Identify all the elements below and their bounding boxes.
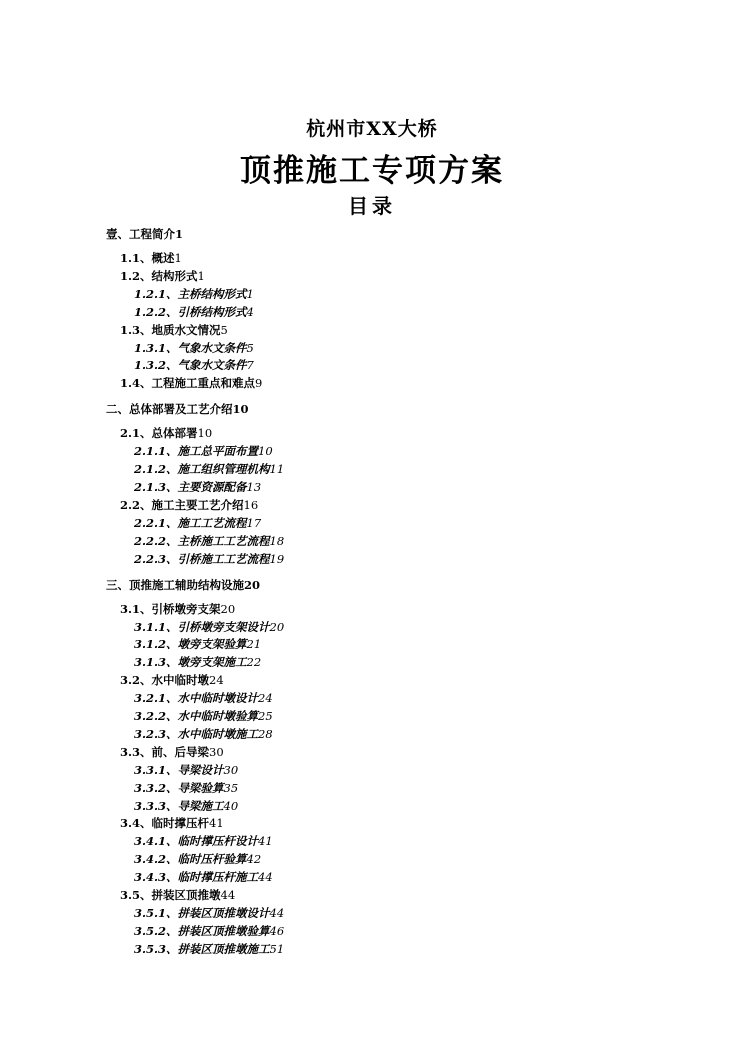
toc-entry-page: 22 [246,655,262,670]
toc-entry-page: 10 [258,444,273,459]
toc-entry-level2[interactable] [120,887,235,903]
toc-entry-level3[interactable] [134,461,284,477]
toc-entry-level3[interactable] [134,551,284,567]
toc-entry-title: 2.2.3、引桥施工工艺流程 [134,551,270,566]
toc-entry-page: 10 [232,402,249,417]
toc-entry-title: 3.2.3、水中临时墩施工 [134,726,259,741]
toc-entry-level3[interactable] [134,780,238,796]
toc-entry-level2[interactable] [120,672,224,688]
toc-entry-level3[interactable] [134,515,261,531]
toc-entry-page: 1 [175,227,184,241]
toc-entry-title: 1.4、工程施工重点和难点 [120,376,256,391]
toc-entry-level3[interactable] [134,869,273,885]
toc-entry-page: 19 [269,551,285,566]
toc-entry-page: 9 [255,376,263,391]
toc-entry-page: 20 [269,619,285,634]
toc-entry-page: 1 [174,251,182,265]
toc-entry-level3[interactable] [134,798,238,814]
toc-entry-page: 1 [197,268,205,283]
toc-entry-title: 3.3、前、后导梁 [120,744,210,759]
toc-entry-page: 24 [209,673,224,688]
toc-entry-title: 3.2.2、水中临时墩验算 [134,709,259,723]
toc-entry-page: 40 [223,798,239,813]
toc-entry-title: 3.3.1、导梁设计 [134,762,224,777]
toc-entry-page: 1 [246,286,254,301]
toc-entry-page: 16 [243,497,259,512]
toc-entry-level2[interactable] [120,268,205,284]
toc-entry-title: 3.3.2、导梁验算 [134,780,224,795]
toc-entry-title: 2.1、总体部署 [120,426,198,441]
toc-entry-title: 1.2.1、主桥结构形式 [134,286,247,301]
toc-entry-title: 3.1.2、墩旁支架验算 [134,637,247,652]
toc-entry-level3[interactable] [134,941,284,957]
toc-heading: 目录 [348,194,396,218]
toc-entry-level3[interactable] [134,654,261,670]
toc-entry-page: 18 [269,533,285,548]
toc-entry-title: 2.1.1、施工总平面布置 [134,444,259,459]
toc-entry-title: 三、顶推施工辅助结构设施 [106,577,244,592]
toc-entry-title: 3.5.2、拼装区顶推墩验算 [134,923,270,938]
toc-entry-title: 1.2.2、引桥结构形式 [134,304,247,319]
toc-entry-title: 1.1、概述 [120,251,175,265]
toc-entry-page: 21 [246,637,262,652]
document-title-city: 杭州市XX大桥 [306,118,438,140]
toc-entry-level3[interactable] [134,443,273,459]
toc-entry-level3[interactable] [134,619,284,635]
toc-entry-title: 3.3.3、导梁施工 [134,798,224,813]
toc-entry-page: 30 [223,762,239,777]
toc-entry-level1[interactable] [106,226,183,242]
toc-entry-title: 3.2.1、水中临时墩设计 [134,691,259,706]
toc-entry-page: 46 [269,923,285,938]
toc-entry-title: 3.4.2、临时压杆验算 [134,852,247,867]
toc-entry-page: 44 [258,870,273,885]
toc-entry-page: 5 [220,322,228,337]
toc-entry-page: 44 [269,905,285,920]
toc-entry-title: 3.5.3、拼装区顶推墩施工 [134,941,270,956]
toc-entry-title: 3.1.3、墩旁支架施工 [134,655,247,670]
toc-entry-page: 30 [209,744,224,759]
toc-entry-level2[interactable] [120,601,235,617]
toc-entry-title: 2.1.3、主要资源配备 [134,480,247,494]
toc-entry-level3[interactable] [134,286,254,302]
toc-entry-page: 41 [209,816,224,831]
toc-entry-title: 2.2、施工主要工艺介绍 [120,497,244,512]
toc-entry-page: 44 [220,888,236,902]
toc-entry-page: 17 [246,515,262,530]
toc-entry-title: 壹、工程简介 [106,227,175,241]
toc-entry-title: 1.3、地质水文情况 [120,322,221,337]
toc-entry-title: 3.1、引桥墩旁支架 [120,601,221,616]
toc-entry-page: 10 [197,426,213,441]
toc-entry-title: 3.4、临时撑压杆 [120,816,210,831]
toc-entry-title: 1.2、结构形式 [120,268,198,283]
toc-entry-level3[interactable] [134,340,254,356]
toc-entry-page: 4 [246,304,254,319]
toc-entry-level2[interactable] [120,322,228,338]
toc-entry-title: 二、总体部署及工艺介绍 [106,402,233,417]
toc-entry-level3[interactable] [134,923,284,939]
toc-entry-page: 5 [246,340,254,355]
toc-entry-level1[interactable] [106,401,249,417]
toc-entry-page: 41 [258,834,273,849]
toc-entry-title: 2.2.2、主桥施工工艺流程 [134,533,270,548]
toc-entry-page: 7 [246,358,254,373]
toc-entry-page: 42 [246,852,262,867]
toc-entry-level3[interactable] [134,726,273,742]
toc-entry-page: 13 [246,480,262,494]
toc-entry-level3[interactable] [134,357,254,373]
toc-entry-level2[interactable] [120,497,258,513]
toc-entry-level2[interactable] [120,815,224,831]
toc-entry-title: 3.2、水中临时墩 [120,673,210,688]
toc-entry-level2[interactable] [120,744,224,760]
toc-entry-title: 3.5.1、拼装区顶推墩设计 [134,905,270,920]
toc-entry-level3[interactable] [134,851,261,867]
toc-entry-title: 2.2.1、施工工艺流程 [134,515,247,530]
toc-entry-level3[interactable] [134,690,273,706]
toc-entry-level3[interactable] [134,479,261,495]
toc-entry-level3[interactable] [134,762,238,778]
toc-entry-title: 3.4.3、临时撑压杆施工 [134,870,259,885]
toc-entry-level2[interactable] [120,250,182,266]
toc-entry-page: 28 [258,726,273,741]
toc-entry-title: 3.4.1、临时撑压杆设计 [134,834,259,849]
toc-entry-title: 3.5、拼装区顶推墩 [120,888,221,902]
toc-entry-page: 51 [269,941,285,956]
toc-entry-level2[interactable] [120,375,262,391]
toc-entry-level3[interactable] [134,833,273,849]
toc-entry-page: 20 [220,601,236,616]
toc-entry-title: 2.1.2、施工组织管理机构 [134,462,270,477]
toc-entry-page: 25 [258,709,273,723]
toc-entry-level3[interactable] [134,533,284,549]
toc-entry-level3[interactable] [134,905,284,921]
toc-entry-level2[interactable] [120,425,212,441]
document-title-main: 顶推施工专项方案 [240,153,504,189]
toc-entry-page: 11 [269,462,285,477]
toc-entry-page: 24 [258,691,273,706]
toc-entry-level3[interactable] [134,304,254,320]
toc-entry-page: 20 [244,577,261,592]
toc-entry-title: 3.1.1、引桥墩旁支架设计 [134,619,270,634]
toc-entry-level1[interactable] [106,577,260,593]
toc-entry-level3[interactable] [134,636,261,652]
toc-entry-title: 1.3.1、气象水文条件 [134,340,247,355]
toc-entry-page: 35 [223,780,239,795]
toc-entry-title: 1.3.2、气象水文条件 [134,358,247,373]
toc-entry-level3[interactable] [134,708,273,724]
